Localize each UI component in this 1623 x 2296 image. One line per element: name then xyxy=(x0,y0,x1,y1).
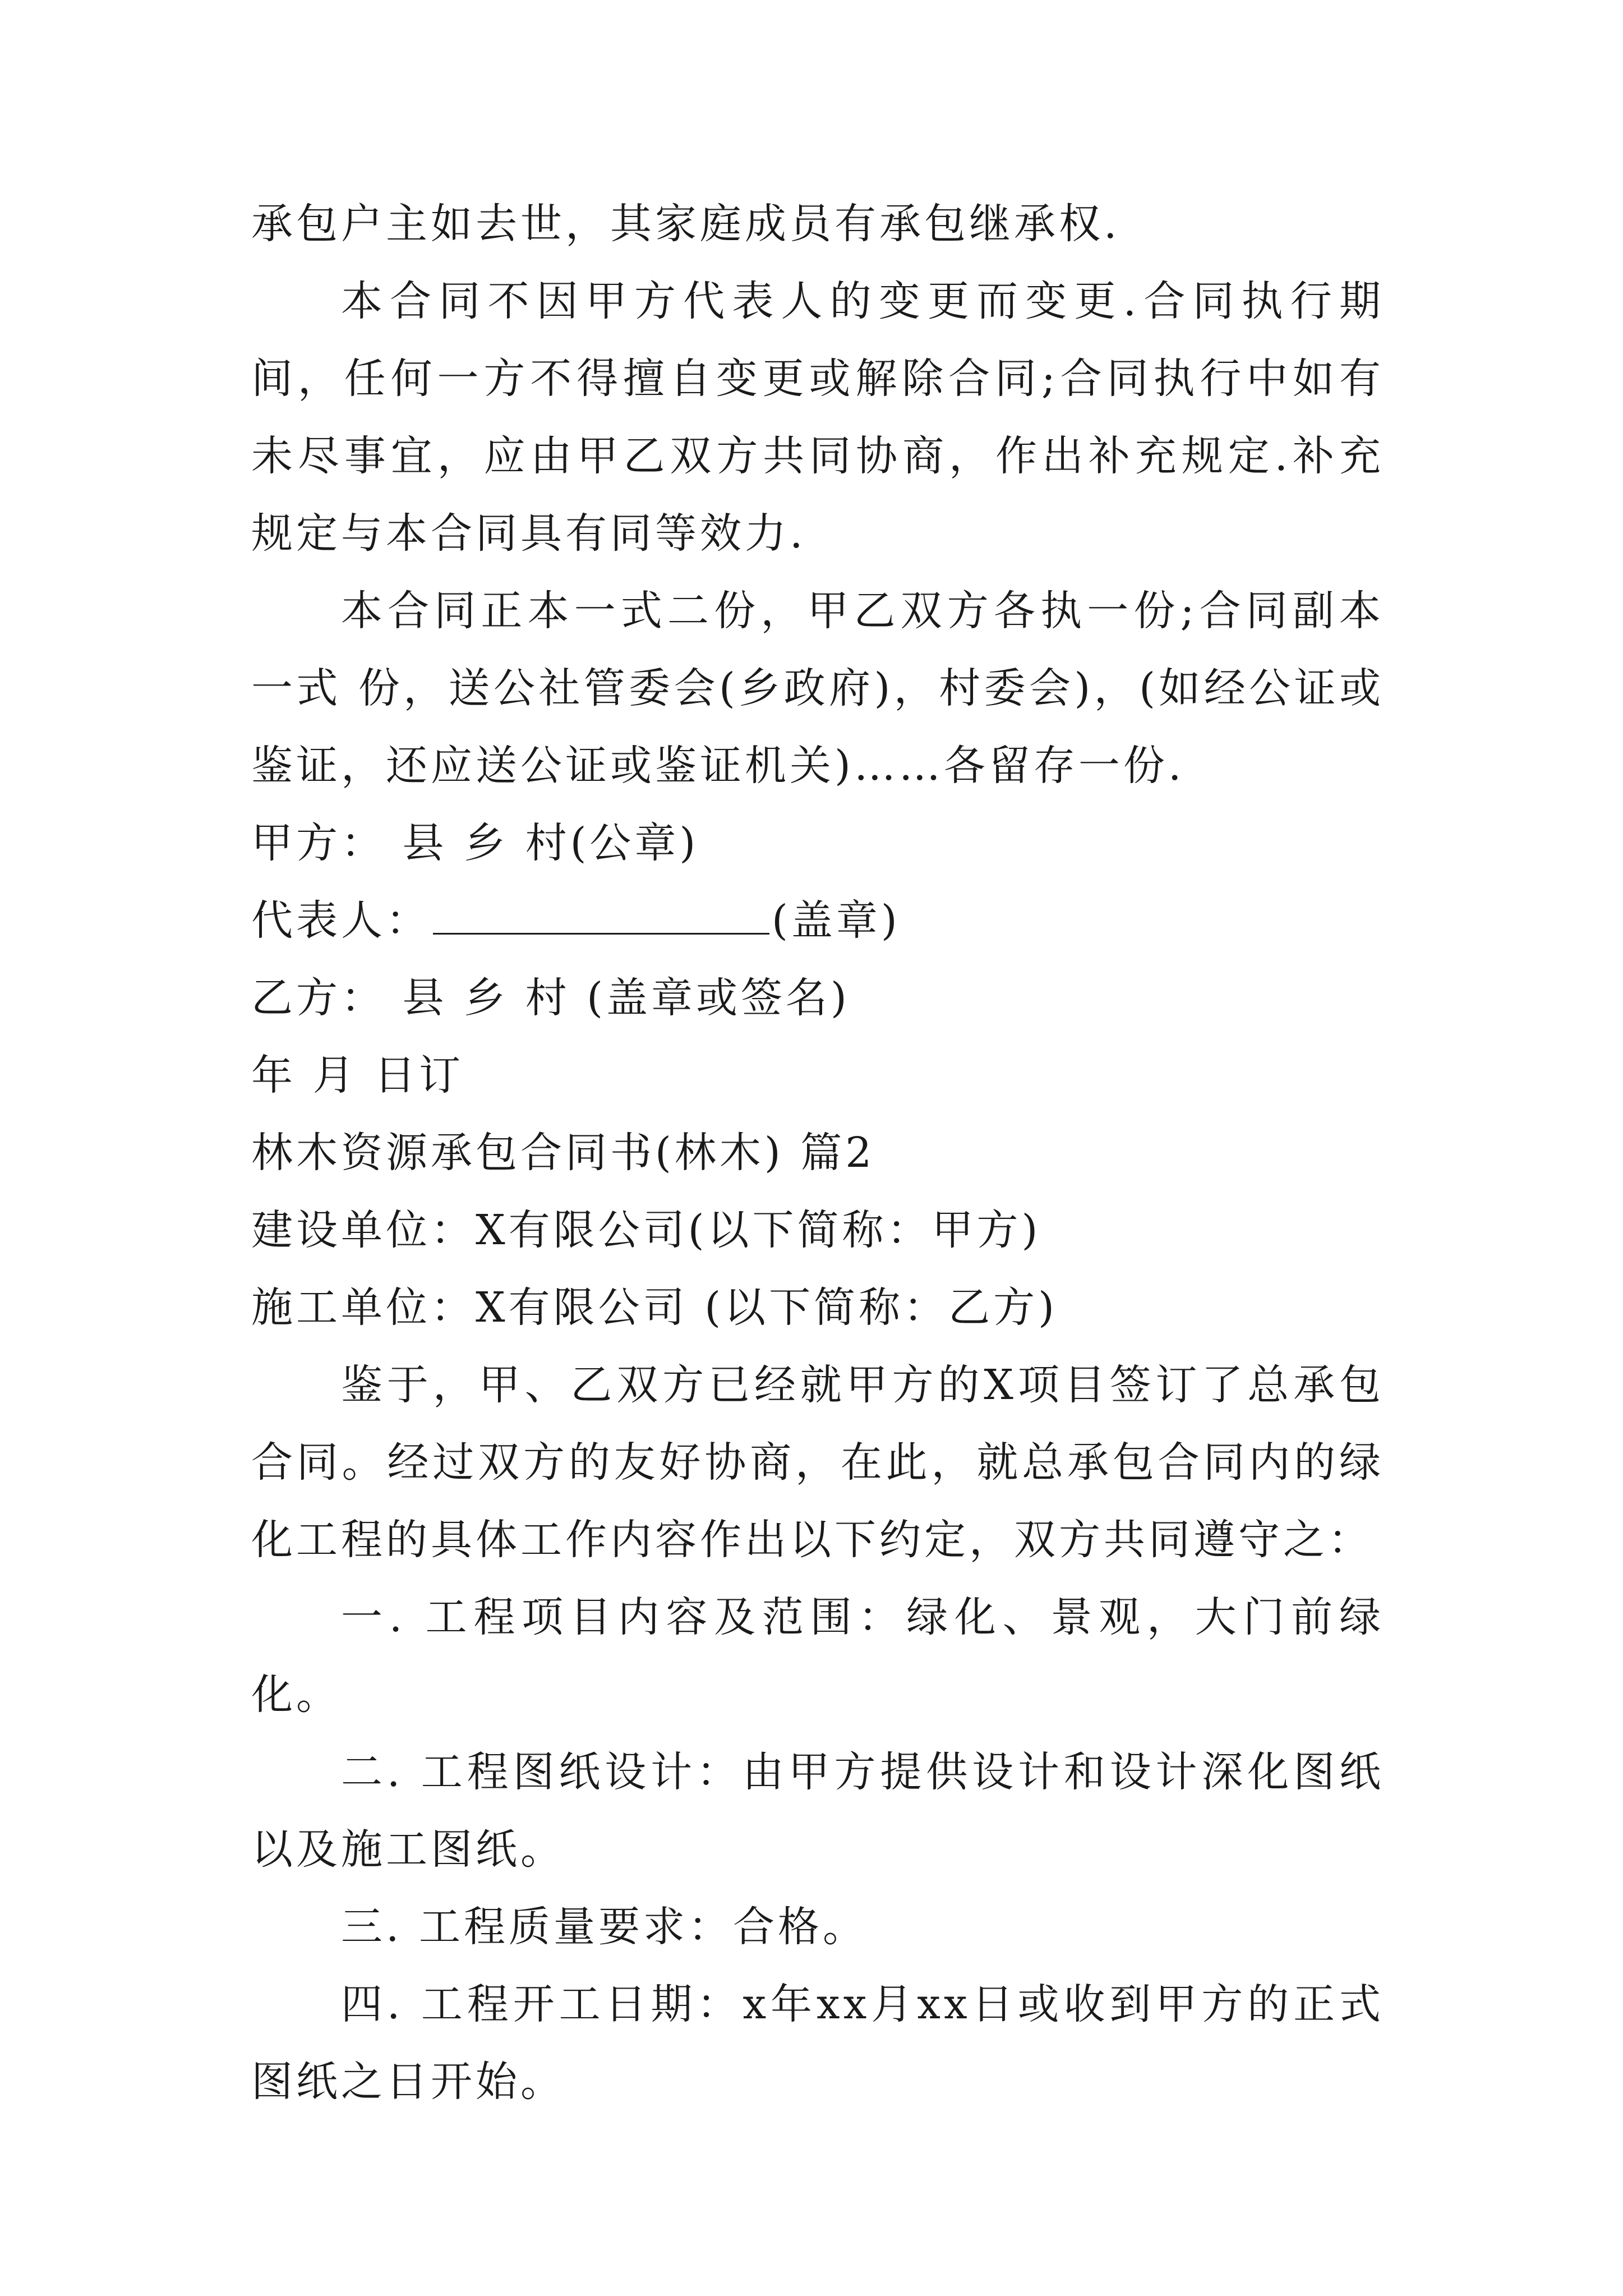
document-body xyxy=(251,185,1384,2120)
paragraph-agreement: 鉴于，甲、乙双方已经就甲方的X项目签订了总承包合同。经过双方的友好协商，在此，就总承包合同内的绿化工程的具体工作内容作出以下约定，双方共同遵守之： xyxy=(251,1361,1384,1564)
party-b-line: 乙方： 县 乡 村 (盖章或签名) xyxy=(251,974,850,1022)
representative-label: 代表人： xyxy=(251,896,431,945)
representative-line xyxy=(251,882,1384,959)
clause-1: 一. 工程项目内容及范围：绿化、景观，大门前绿化。 xyxy=(251,1593,1384,1719)
party-a-line: 甲方： 县 乡 村(公章) xyxy=(251,819,699,867)
clause-3: 三. 工程质量要求：合格。 xyxy=(341,1903,868,1951)
section-title: 林木资源承包合同书(林木) 篇2 xyxy=(251,1129,875,1177)
date-line: 年 月 日订 xyxy=(251,1051,464,1099)
clause-2: 二. 工程图纸设计：由甲方提供设计和设计深化图纸以及施工图纸。 xyxy=(251,1748,1384,1874)
paragraph-inheritance: 承包户主如去世，其家庭成员有承包继承权. xyxy=(251,200,1121,248)
signature-blank xyxy=(433,894,769,935)
paragraph-copies: 本合同正本一式二份，甲乙双方各执一份;合同副本一式 份，送公社管委会(乡政府)，村委会)，(如经公证或鉴证，还应送公证或鉴证机关)……各留存一份. xyxy=(251,587,1384,790)
representative-seal: (盖章) xyxy=(772,896,901,945)
paragraph-contract-changes: 本合同不因甲方代表人的变更而变更.合同执行期间，任何一方不得擅自变更或解除合同;合同执行中如有未尽事宜，应由甲乙双方共同协商，作出补充规定.补充规定与本合同具有同等效力. xyxy=(251,277,1384,558)
clause-4: 四. 工程开工日期：x年xx月xx日或收到甲方的正式图纸之日开始。 xyxy=(251,1980,1384,2106)
contractor-line: 施工单位：X有限公司 (以下简称：乙方) xyxy=(251,1283,1058,1332)
builder-line: 建设单位：X有限公司(以下简称：甲方) xyxy=(251,1206,1041,1254)
